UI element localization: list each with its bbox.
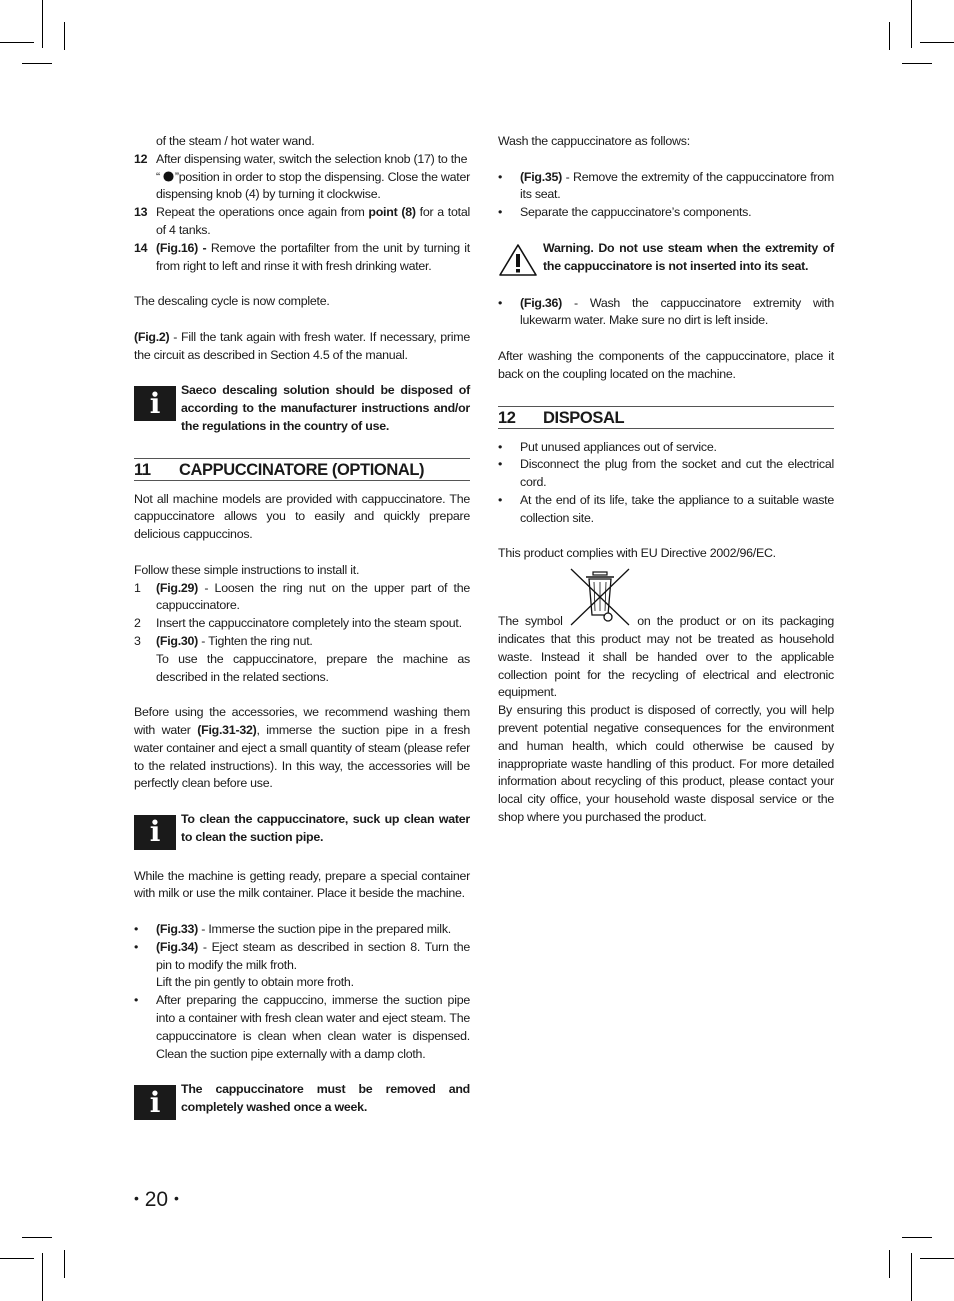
fig-ref: (Fig.36) [520,295,563,310]
ensuring-paragraph: By ensuring this product is disposed of correctly, you will help prevent potential negative consequences for the environment and human health, which could otherwise be caused by inappropriate waste handling of this product. For more detailed information about recycling of this product, please contact your local city office, your household waste disposal service or the shop where you purchased the product. [498,703,834,824]
wash-bullet-3 [498,295,834,331]
step-number: 1 [134,580,141,595]
step-text: ”position in order to stop the dispensing. Close the water dispensing knob (4) by turning it clockwise. [156,169,470,202]
info-text: The cappuccinatore must be removed and completely washed once a week. [181,1082,470,1115]
crop-mark [889,22,890,50]
fig-ref: (Fig.2) [134,329,170,344]
info-note-descaling [134,382,470,435]
step-number: 14 [134,240,148,255]
section-11-heading [134,458,470,481]
bullet-text: At the end of its life, take the appliance to a suitable waste collection site. [520,492,834,525]
bullet: • [498,492,503,507]
milk-bullet-1 [134,921,470,939]
crop-mark [0,42,34,43]
milk-bullet-2-sub: Lift the pin gently to obtain more froth. [156,975,354,990]
step-number: 13 [134,205,148,220]
black-dot-icon [163,171,174,182]
step-text: for a total of 4 tanks. [156,205,470,237]
wash-intro: Wash the cappuccinatore as follows: [498,134,690,148]
crop-mark [22,63,52,64]
bullet: • [134,922,139,937]
step-text: - Tighten the ring nut. [198,633,313,648]
section-number: 12 [498,408,516,427]
disposal-bullet-1 [498,439,834,457]
crop-mark [920,42,954,43]
weee-paragraph [498,567,834,702]
paragraph-text: The symbol [498,614,563,629]
fig-ref: (Fig.30) [156,633,199,648]
crop-mark [920,1258,954,1259]
warning-text: Warning. Do not use steam when the extremity of the cappuccinatore is not inserted into its seat. [543,240,834,273]
install-step-2 [134,615,470,633]
info-icon: i [134,386,176,421]
section-number: 11 [134,460,151,479]
section-12-heading [498,406,834,429]
fig-ref: (Fig.35) [520,169,563,184]
step-13 [134,204,470,240]
intro-line: of the steam / hot water wand. [156,134,315,148]
warning-icon [498,243,538,277]
bullet: • [498,439,503,454]
section-title: CAPPUCCINATORE (OPTIONAL) [179,460,425,479]
crop-mark [64,1250,65,1278]
descaling-complete: The descaling cycle is now complete. [134,294,330,309]
bullet: • [498,205,503,220]
crossed-bin-icon [569,567,631,627]
disposal-bullet-3 [498,492,834,528]
bullet-text: - Immerse the suction pipe in the prepared milk. [198,922,451,937]
step-12 [134,151,470,204]
follow-instructions: Follow these simple instructions to install it. [134,562,360,577]
fig-ref: (Fig.31-32) [197,722,257,737]
bullet-text: After preparing the cappuccino, immerse the suction pipe into a container with fresh clean water and eject steam. The cappuccinatore is clean when clean water is dispensed. Clean the suction pipe externally with a damp cloth. [156,993,470,1061]
crop-mark [22,1237,52,1238]
info-icon: i [134,815,176,850]
paragraph-text: on the product or on its packaging indicates that this product may not be treated as household waste. Instead it shall be handed over to the applicable collection point for the recycling of electrical and electronic equipment. [498,614,834,700]
cappuccinatore-intro: Not all machine models are provided with cappuccinatore. The cappuccinatore allows you to easily and quickly prepare delicious cappuccinos. [134,491,470,542]
info-text: Saeco descaling solution should be disposed of according to the manufacturer instructions and/or the regulations in the country of use. [181,383,470,433]
fig2-paragraph [134,329,470,365]
step-number: 12 [134,151,148,166]
before-use-paragraph [134,704,470,793]
paragraph-text: , immerse the suction pipe in a fresh water container and eject a small quantity of steam (please refer to the related instructions). In this way, the accessories will be perfectly clean before use. [134,722,471,791]
step-text: Insert the cappuccinatore completely into the steam spout. [156,616,462,631]
bullet: • [498,169,503,184]
crop-mark [42,1253,43,1301]
page-number [134,1188,179,1212]
step-14 [134,240,470,276]
fig-ref: (Fig.33) [156,922,199,937]
info-text: To clean the cappuccinatore, suck up clean water to clean the suction pipe. [181,811,470,844]
bullet-text: - Eject steam as described in section 8. Turn the pin to modify the milk froth. [156,939,470,972]
crop-mark [902,1237,932,1238]
section-title: DISPOSAL [543,408,625,427]
bullet: • [134,993,139,1008]
after-wash-paragraph: After washing the components of the cappuccinatore, place it back on the coupling located on the machine. [498,348,834,381]
paragraph-text: Before using the accessories, we recommend washing them with water [134,705,470,737]
disposal-bullet-2 [498,456,834,492]
info-note-cleaning [134,811,470,850]
fig-ref: (Fig.29) [156,580,199,595]
bullet: • [498,295,503,310]
bullet-text: - Wash the cappuccinatore extremity with lukewarm water. Make sure no dirt is left inside. [520,295,834,328]
paragraph-text: - Fill the tank again with fresh water. If necessary, prime the circuit as described in Section 4.5 of the manual. [134,329,470,362]
wash-bullet-1 [498,169,834,205]
step-number: 2 [134,616,141,631]
install-step-1 [134,580,470,616]
info-icon: i [134,1085,176,1120]
step-text: - Loosen the ring nut on the upper part of the cappuccinatore. [156,580,470,613]
crop-mark [889,1250,890,1278]
step-number: 3 [134,633,141,648]
crop-mark [911,0,912,48]
install-step-3 [134,633,470,651]
left-column [134,133,470,1120]
page-dot: • [134,1190,139,1206]
fig-ref: (Fig.34) [156,939,199,954]
crop-mark [64,22,65,50]
step-text: After dispensing water, switch the selection knob (17) to the [156,151,468,166]
info-note-weekly [134,1081,470,1120]
bullet-text: Disconnect the plug from the socket and cut the electrical cord. [520,457,834,490]
bullet: • [498,457,503,472]
page-number-value: 20 [144,1188,169,1211]
step-bold: (Fig.16) - [156,240,207,255]
step-text: “ [156,169,160,184]
milk-bullet-2 [134,939,470,975]
bullet-text: Separate the cappuccinatore’s components. [520,205,752,220]
step-bold: point (8) [368,205,416,220]
warning-note [498,240,834,277]
right-column [498,133,834,827]
step-text: Remove the portafilter from the unit by turning it from right to left and rinse it with fresh drinking water. [156,240,470,273]
page-dot: • [173,1190,179,1206]
crop-mark [911,1253,912,1301]
bullet: • [134,939,139,954]
step-text: Repeat the operations once again from [156,205,369,220]
directive-line: This product complies with EU Directive 2002/96/EC. [498,546,776,561]
milk-bullet-3 [134,992,470,1063]
crop-mark [902,63,932,64]
crop-mark [0,1258,34,1259]
install-step-3-sub: To use the cappuccinatore, prepare the machine as described in the related sections. [156,651,470,684]
wash-bullet-2 [498,204,834,222]
while-ready-paragraph: While the machine is getting ready, prepare a special container with milk or use the milk container. Place it beside the machine. [134,868,470,901]
bullet-text: Put unused appliances out of service. [520,439,717,454]
crop-mark [42,0,43,48]
bullet-text: - Remove the extremity of the cappuccinatore from its seat. [520,169,834,202]
